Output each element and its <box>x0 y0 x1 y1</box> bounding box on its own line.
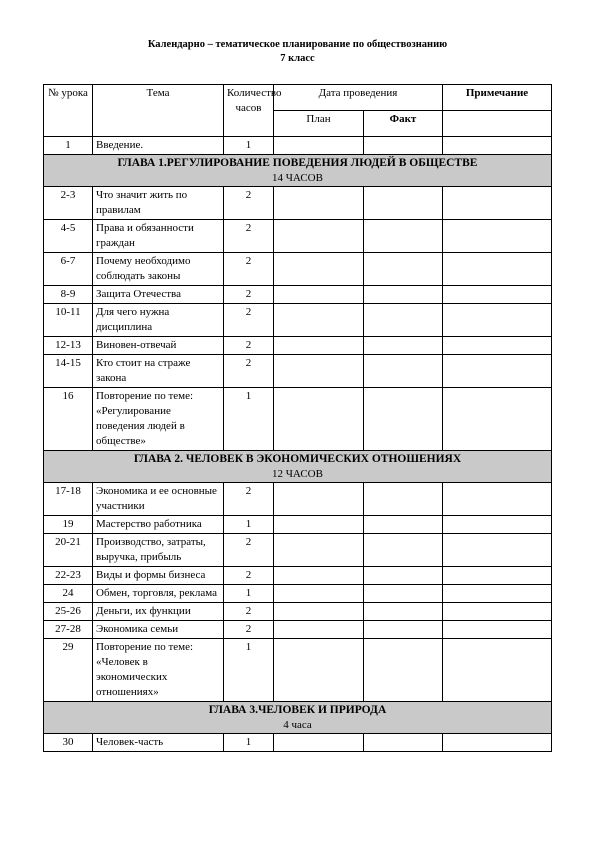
date-plan-cell <box>274 639 364 702</box>
lesson-number: 25-26 <box>44 603 93 621</box>
lesson-topic: Деньги, их функции <box>93 603 224 621</box>
note-cell <box>443 603 552 621</box>
chapter-row <box>44 451 552 483</box>
lesson-topic: Что значит жить по правилам <box>93 187 224 220</box>
note-cell <box>443 304 552 337</box>
chapter-hours: 14 ЧАСОВ <box>272 172 323 184</box>
lesson-topic: Права и обязанности граждан <box>93 220 224 253</box>
lesson-topic: Защита Отечества <box>93 286 224 304</box>
table-row <box>44 534 552 567</box>
date-plan-cell <box>274 388 364 451</box>
lesson-hours: 2 <box>224 220 274 253</box>
lesson-number: 6-7 <box>44 253 93 286</box>
date-fact-cell <box>364 516 443 534</box>
table-row <box>44 304 552 337</box>
date-fact-cell <box>364 734 443 752</box>
date-fact-cell <box>364 337 443 355</box>
lesson-number: 2-3 <box>44 187 93 220</box>
table-row <box>44 639 552 702</box>
lesson-topic: Мастерство работника <box>93 516 224 534</box>
lesson-hours: 2 <box>224 534 274 567</box>
chapter-title: ГЛАВА 1.РЕГУЛИРОВАНИЕ ПОВЕДЕНИЯ ЛЮДЕЙ В ОБЩЕСТВЕ <box>117 157 478 169</box>
table-row <box>44 621 552 639</box>
lesson-number: 27-28 <box>44 621 93 639</box>
lesson-number: 20-21 <box>44 534 93 567</box>
date-fact-cell <box>364 483 443 516</box>
date-fact-cell <box>364 355 443 388</box>
table-body <box>44 137 552 752</box>
lesson-number: 29 <box>44 639 93 702</box>
lesson-number: 17-18 <box>44 483 93 516</box>
table-row <box>44 220 552 253</box>
header-plan: План <box>274 111 364 137</box>
chapter-title: ГЛАВА 3.ЧЕЛОВЕК И ПРИРОДА <box>208 704 387 716</box>
date-plan-cell <box>274 355 364 388</box>
date-plan-cell <box>274 534 364 567</box>
lesson-topic: Введение. <box>93 137 224 155</box>
date-plan-cell <box>274 253 364 286</box>
date-fact-cell <box>364 639 443 702</box>
note-cell <box>443 639 552 702</box>
note-cell <box>443 516 552 534</box>
chapter-cell <box>44 702 552 734</box>
lesson-topic: Кто стоит на страже закона <box>93 355 224 388</box>
lesson-topic: Почему необходимо соблюдать законы <box>93 253 224 286</box>
table-row <box>44 337 552 355</box>
header-lesson-number: № урока <box>44 85 93 137</box>
table-row <box>44 137 552 155</box>
lesson-topic: Производство, затраты, выручка, прибыль <box>93 534 224 567</box>
note-cell <box>443 253 552 286</box>
chapter-hours: 12 ЧАСОВ <box>272 468 323 480</box>
lesson-number: 10-11 <box>44 304 93 337</box>
lesson-hours: 1 <box>224 585 274 603</box>
lesson-topic: Обмен, торговля, реклама <box>93 585 224 603</box>
note-cell <box>443 483 552 516</box>
date-plan-cell <box>274 585 364 603</box>
lesson-number: 1 <box>44 137 93 155</box>
date-plan-cell <box>274 137 364 155</box>
date-fact-cell <box>364 621 443 639</box>
date-plan-cell <box>274 187 364 220</box>
lesson-hours: 2 <box>224 253 274 286</box>
lesson-hours: 1 <box>224 639 274 702</box>
date-plan-cell <box>274 286 364 304</box>
lesson-hours: 2 <box>224 603 274 621</box>
lesson-topic: Виды и формы бизнеса <box>93 567 224 585</box>
table-row <box>44 516 552 534</box>
chapter-title: ГЛАВА 2. ЧЕЛОВЕК В ЭКОНОМИЧЕСКИХ ОТНОШЕНИЯХ <box>133 453 462 465</box>
date-fact-cell <box>364 585 443 603</box>
date-plan-cell <box>274 220 364 253</box>
date-fact-cell <box>364 388 443 451</box>
date-fact-cell <box>364 286 443 304</box>
lesson-topic: Человек-часть <box>93 734 224 752</box>
date-plan-cell <box>274 516 364 534</box>
chapter-cell <box>44 155 552 187</box>
lesson-hours: 2 <box>224 304 274 337</box>
table-row <box>44 187 552 220</box>
table-row <box>44 585 552 603</box>
date-fact-cell <box>364 220 443 253</box>
planning-table <box>43 84 552 752</box>
date-fact-cell <box>364 603 443 621</box>
table-row <box>44 253 552 286</box>
note-cell <box>443 585 552 603</box>
lesson-hours: 1 <box>224 516 274 534</box>
lesson-hours: 2 <box>224 286 274 304</box>
lesson-hours: 1 <box>224 137 274 155</box>
header-fact: Факт <box>364 111 443 137</box>
date-plan-cell <box>274 304 364 337</box>
note-cell <box>443 621 552 639</box>
date-plan-cell <box>274 337 364 355</box>
lesson-hours: 2 <box>224 483 274 516</box>
header-hours: Количество часов <box>224 85 274 137</box>
lesson-topic: Виновен-отвечай <box>93 337 224 355</box>
note-cell <box>443 567 552 585</box>
date-plan-cell <box>274 603 364 621</box>
table-row <box>44 567 552 585</box>
date-fact-cell <box>364 567 443 585</box>
date-plan-cell <box>274 621 364 639</box>
header-topic: Тема <box>93 85 224 137</box>
note-cell <box>443 388 552 451</box>
lesson-number: 22-23 <box>44 567 93 585</box>
lesson-hours: 2 <box>224 355 274 388</box>
chapter-hours: 4 часа <box>283 719 312 731</box>
lesson-hours: 2 <box>224 567 274 585</box>
lesson-number: 12-13 <box>44 337 93 355</box>
table-row <box>44 388 552 451</box>
page-title: Календарно – тематическое планирование по обществознанию <box>147 39 448 50</box>
note-cell <box>443 286 552 304</box>
chapter-row <box>44 702 552 734</box>
chapter-cell <box>44 451 552 483</box>
lesson-topic: Повторение по теме: «Регулирование поведения людей в обществе» <box>93 388 224 451</box>
note-cell <box>443 137 552 155</box>
header-note: Примечание <box>443 85 552 111</box>
date-plan-cell <box>274 483 364 516</box>
note-cell <box>443 220 552 253</box>
lesson-number: 4-5 <box>44 220 93 253</box>
lesson-topic: Экономика семьи <box>93 621 224 639</box>
date-fact-cell <box>364 137 443 155</box>
note-cell <box>443 355 552 388</box>
date-plan-cell <box>274 734 364 752</box>
date-fact-cell <box>364 187 443 220</box>
lesson-hours: 2 <box>224 187 274 220</box>
date-fact-cell <box>364 304 443 337</box>
table-row <box>44 483 552 516</box>
note-cell <box>443 534 552 567</box>
lesson-topic: Для чего нужна дисциплина <box>93 304 224 337</box>
lesson-hours: 1 <box>224 388 274 451</box>
date-fact-cell <box>364 534 443 567</box>
date-fact-cell <box>364 253 443 286</box>
lesson-topic: Экономика и ее основные участники <box>93 483 224 516</box>
header-note-blank <box>443 111 552 137</box>
lesson-hours: 1 <box>224 734 274 752</box>
lesson-number: 16 <box>44 388 93 451</box>
lesson-number: 30 <box>44 734 93 752</box>
lesson-number: 19 <box>44 516 93 534</box>
lesson-number: 8-9 <box>44 286 93 304</box>
header-date: Дата проведения <box>274 85 443 111</box>
table-row <box>44 734 552 752</box>
page-subtitle: 7 класс <box>280 53 315 64</box>
chapter-row <box>44 155 552 187</box>
table-row <box>44 286 552 304</box>
lesson-number: 24 <box>44 585 93 603</box>
table-row <box>44 603 552 621</box>
lesson-topic: Повторение по теме: «Человек в экономических отношениях» <box>93 639 224 702</box>
note-cell <box>443 337 552 355</box>
table-row <box>44 355 552 388</box>
date-plan-cell <box>274 567 364 585</box>
lesson-hours: 2 <box>224 621 274 639</box>
note-cell <box>443 187 552 220</box>
lesson-number: 14-15 <box>44 355 93 388</box>
note-cell <box>443 734 552 752</box>
lesson-hours: 2 <box>224 337 274 355</box>
